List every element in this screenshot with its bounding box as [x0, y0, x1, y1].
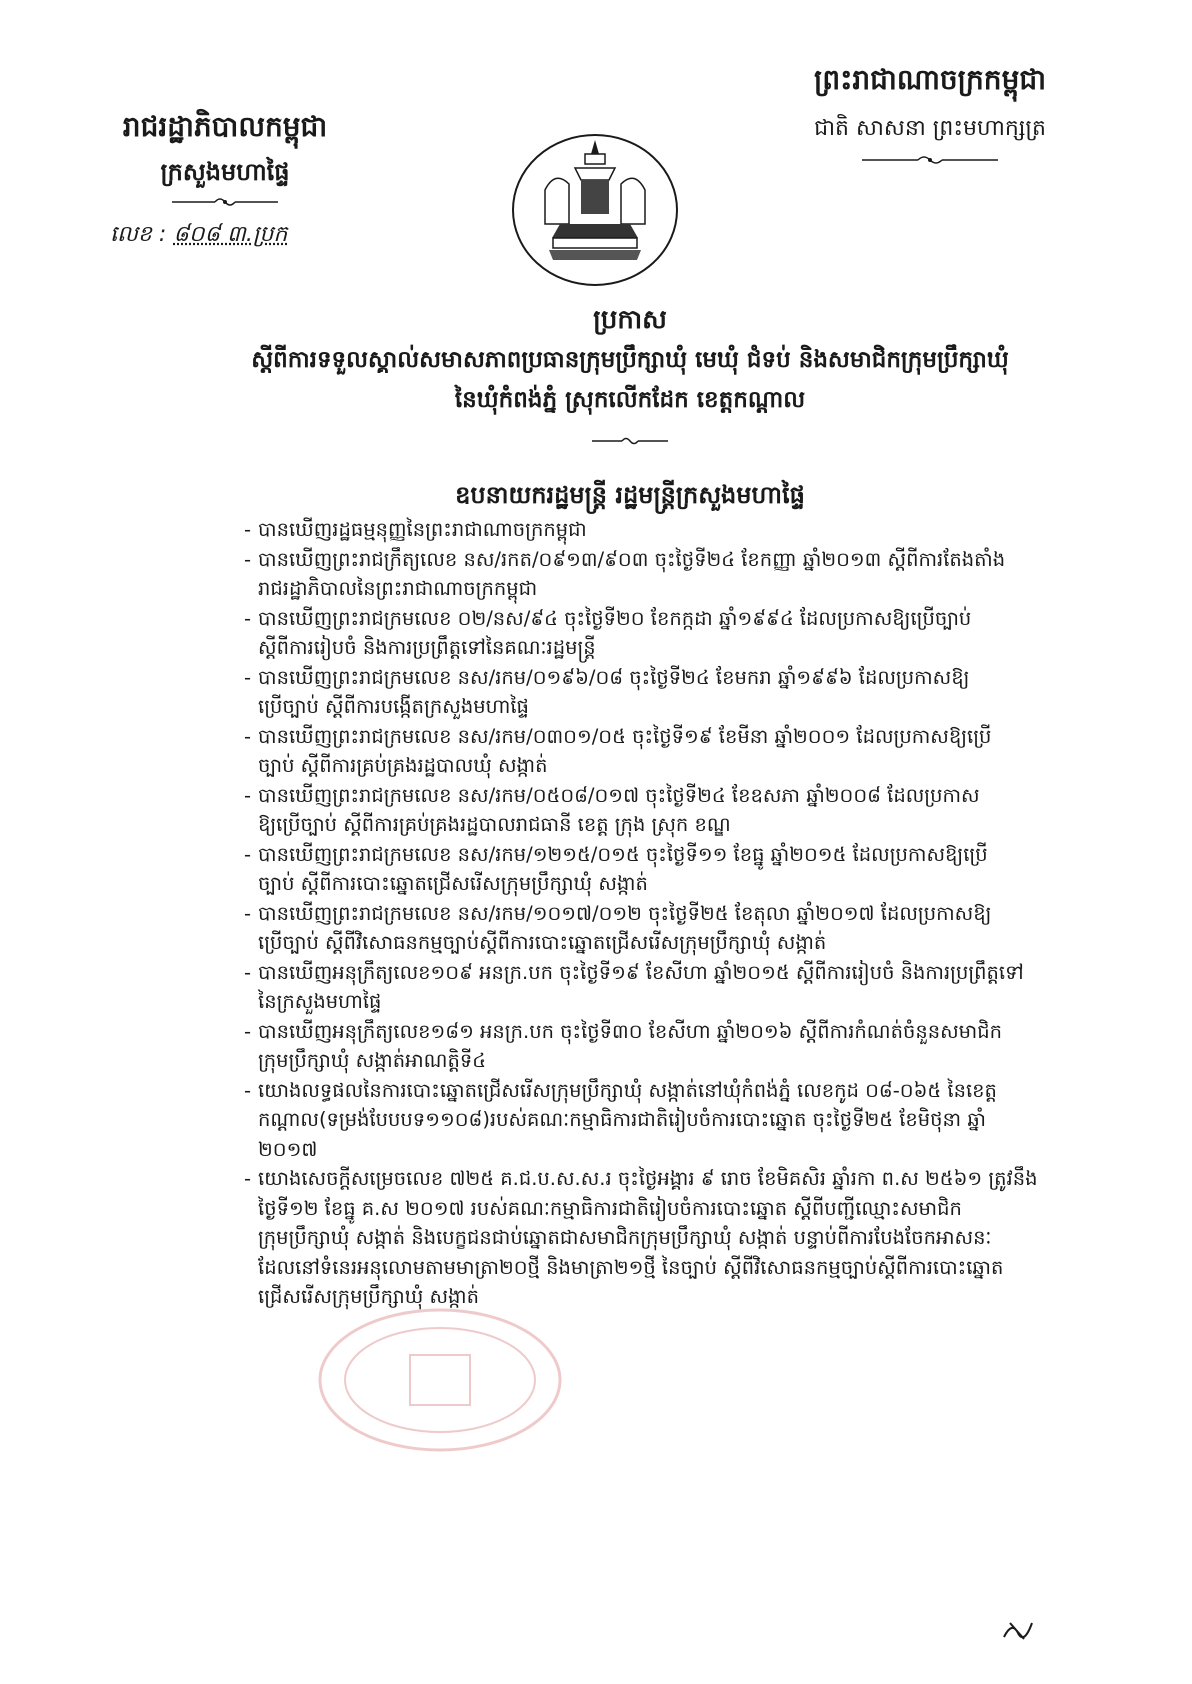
recital-line: បានឃើញព្រះរាជក្រមលេខ ០២/នស/៩៤ ចុះថ្ងៃទី២០ ខែកក្កដា ឆ្នាំ១៩៩៤ ដែលប្រកាសឱ្យប្រើច្បាប់ — [258, 606, 972, 630]
recitals-list — [244, 515, 1098, 1312]
recital-item — [244, 899, 1098, 958]
recital-item — [244, 663, 1098, 722]
recital-bullet: - — [244, 901, 252, 925]
recital-bullet: - — [244, 1019, 252, 1043]
number-label: លេខ : — [110, 222, 167, 247]
recital-line: ជ្រើសរើសក្រុមប្រឹក្សាឃុំ សង្កាត់ — [258, 1285, 480, 1308]
recital-item — [244, 722, 1098, 781]
recital-line: កណ្តាល(ទម្រង់បែបបទ១១០៨)របស់គណៈកម្មាធិការជាតិរៀបចំការបោះឆ្នោត ចុះថ្ងៃទី២៥ ខែមិថុនា ឆ្នាំ — [258, 1108, 986, 1131]
recital-line: ដែលនៅទំនេរអនុលោមតាមមាត្រា២០ថ្មី និងមាត្រា២១ថ្មី នៃច្បាប់ ស្តីពីវិសោធនកម្មច្បាប់ស្តីពីការបោះឆ្នោត — [258, 1255, 1004, 1279]
recital-bullet: - — [244, 842, 252, 866]
ministry-name: ក្រសួងមហាផ្ទៃ — [160, 158, 290, 186]
document-number — [110, 220, 370, 252]
recital-line: បានឃើញព្រះរាជក្រឹត្យលេខ នស/រកត/០៩១៣/៩០៣ ចុះថ្ងៃទី២៤ ខែកញ្ញា ឆ្នាំ២០១៣ ស្តីពីការតែងតាំង — [258, 547, 1006, 571]
recital-line: ប្រើច្បាប់ ស្តីពីវិសោធនកម្មច្បាប់ស្តីពីការបោះឆ្នោតជ្រើសរើសក្រុមប្រឹក្សាឃុំ សង្កាត់ — [258, 931, 827, 954]
recital-item — [244, 1164, 1098, 1312]
recital-bullet: - — [244, 665, 252, 689]
recital-item — [244, 840, 1098, 899]
recital-line: បានឃើញអនុក្រឹត្យលេខ១០៩ អនក្រ.បក ចុះថ្ងៃទី១៩ ខែសីហា ឆ្នាំ២០១៥ ស្តីពីការរៀបចំ និងការប្រព្រឹត្តទៅ — [258, 960, 1024, 984]
recital-bullet: - — [244, 960, 252, 984]
recital-item — [244, 958, 1098, 1017]
subject-line-2: នៃឃុំកំពង់ភ្នំ ស្រុកលើកដែក ខេត្តកណ្តាល — [454, 387, 806, 413]
recital-line: នៃក្រសួងមហាផ្ទៃ — [258, 990, 382, 1013]
recital-line: ឱ្យប្រើច្បាប់ ស្តីពីការគ្រប់គ្រងរដ្ឋបាលរាជធានី ខេត្ត ក្រុង ស្រុក ខណ្ឌ — [258, 813, 731, 836]
divider-ornament-icon — [170, 196, 280, 208]
left-header — [110, 108, 370, 252]
recital-line: បានឃើញព្រះរាជក្រមលេខ នស/រកម/១២១៥/០១៥ ចុះថ្ងៃទី១១ ខែធ្នូ ឆ្នាំ២០១៥ ដែលប្រកាសឱ្យប្រើ — [258, 842, 988, 866]
right-header — [780, 60, 1080, 170]
recital-line: បានឃើញព្រះរាជក្រមលេខ នស/រកម/០៣០១/០៥ ចុះថ្ងៃទី១៩ ខែមីនា ឆ្នាំ២០០១ ដែលប្រកាសឱ្យប្រើ — [258, 724, 992, 748]
recital-line: យោងលទ្ធផលនៃការបោះឆ្នោតជ្រើសរើសក្រុមប្រឹក្សាឃុំ សង្កាត់នៅឃុំកំពង់ភ្នំ លេខកូដ ០៨-០៦៥ នៃខេត្ត — [258, 1078, 997, 1102]
recital-item — [244, 545, 1098, 604]
recital-item — [244, 1076, 1098, 1165]
title-block — [200, 300, 1060, 450]
recital-line: បានឃើញរដ្ឋធម្មនុញ្ញនៃព្រះរាជាណាចក្រកម្ពុជា — [258, 518, 587, 541]
recital-bullet: - — [244, 547, 252, 571]
recital-item — [244, 515, 1098, 545]
handwritten-initial-icon — [1000, 1615, 1036, 1645]
recital-line: រាជរដ្ឋាភិបាលនៃព្រះរាជាណាចក្រកម្ពុជា — [258, 577, 538, 600]
recital-line: បានឃើញអនុក្រឹត្យលេខ១៨១ អនក្រ.បក ចុះថ្ងៃទី៣០ ខែសីហា ឆ្នាំ២០១៦ ស្តីពីការកំណត់ចំនួនសមាជិក — [258, 1019, 1002, 1043]
recital-bullet: - — [244, 783, 252, 807]
government-name: រាជរដ្ឋាភិបាលកម្ពុជា — [122, 110, 328, 143]
recital-bullet: - — [244, 1078, 252, 1102]
recital-line: ថ្ងៃទី១២ ខែធ្នូ គ.ស ២០១៧ របស់គណៈកម្មាធិការជាតិរៀបចំការបោះឆ្នោត ស្តីពីបញ្ជីឈ្មោះសមាជិក — [258, 1196, 962, 1220]
official-red-stamp-icon — [300, 1300, 580, 1460]
recital-line: បានឃើញព្រះរាជក្រមលេខ នស/រកម/០៥០៨/០១៧ ចុះថ្ងៃទី២៤ ខែឧសភា ឆ្នាំ២០០៨ ដែលប្រកាស — [258, 783, 980, 807]
recital-line: ស្តីពីការរៀបចំ និងការប្រព្រឹត្តទៅនៃគណៈរដ្ឋមន្ត្រី — [258, 636, 596, 659]
recital-line: ប្រើច្បាប់ ស្តីពីការបង្កើតក្រសួងមហាផ្ទៃ — [258, 695, 529, 718]
recital-bullet: - — [244, 518, 252, 541]
recital-line: យោងសេចក្តីសម្រេចលេខ ៧២៥ គ.ជ.ប.ស.ស.រ ចុះថ្ងៃអង្គារ ៩ រោច ខែមិគសិរ ឆ្នាំរកា ព.ស ២៥៦១ ត្រូវនឹង — [258, 1167, 1038, 1190]
recital-bullet: - — [244, 724, 252, 748]
recital-line: ច្បាប់ ស្តីពីការបោះឆ្នោតជ្រើសរើសក្រុមប្រឹក្សាឃុំ សង្កាត់ — [258, 872, 648, 895]
recital-item — [244, 604, 1098, 663]
recital-line: ២០១៧ — [258, 1137, 318, 1161]
document-type: ប្រកាស — [593, 305, 667, 335]
recital-line: ក្រុមប្រឹក្សាឃុំ សង្កាត់ និងបេក្ខជនជាប់ឆ្នោតជាសមាជិកក្រុមប្រឹក្សាឃុំ សង្កាត់ បន្ទាប់ពីការបែងចែកអាសនៈ — [258, 1226, 992, 1249]
number-value: ៨០៨ ៣.ប្រក — [173, 222, 288, 247]
recital-line: បានឃើញព្រះរាជក្រមលេខ នស/រកម/០១៩៦/០៨ ចុះថ្ងៃទី២៤ ខែមករា ឆ្នាំ១៩៩៦ ដែលប្រកាសឱ្យ — [258, 665, 970, 689]
recital-item — [244, 781, 1098, 840]
recital-bullet: - — [244, 606, 252, 630]
recital-line: បានឃើញព្រះរាជក្រមលេខ នស/រកម/១០១៧/០១២ ចុះថ្ងៃទី២៥ ខែតុលា ឆ្នាំ២០១៧ ដែលប្រកាសឱ្យ — [258, 901, 992, 925]
signer-title: ឧបនាយករដ្ឋមន្ត្រី រដ្ឋមន្ត្រីក្រសួងមហាផ្ទៃ — [455, 481, 805, 509]
national-motto: ជាតិ សាសនា ព្រះមហាក្សត្រ — [814, 116, 1046, 141]
recital-bullet: - — [244, 1167, 252, 1190]
recital-line: ច្បាប់ ស្តីពីការគ្រប់គ្រងរដ្ឋបាលឃុំ សង្កាត់ — [258, 754, 548, 777]
royal-emblem-icon — [505, 120, 685, 290]
recital-line: ក្រុមប្រឹក្សាឃុំ សង្កាត់អាណត្តិទី៤ — [258, 1049, 487, 1072]
divider-ornament-icon — [860, 154, 1000, 166]
recital-item — [244, 1017, 1098, 1076]
divider-ornament-icon — [590, 436, 670, 446]
kingdom-name: ព្រះរាជាណាចក្រកម្ពុជា — [813, 63, 1046, 96]
subject-line-1: ស្តីពីការទទួលស្គាល់សមាសភាពប្រធានក្រុមប្រឹក្សាឃុំ មេឃុំ ជំទប់ និងសមាជិកក្រុមប្រឹក្សាឃុំ — [251, 347, 1009, 373]
